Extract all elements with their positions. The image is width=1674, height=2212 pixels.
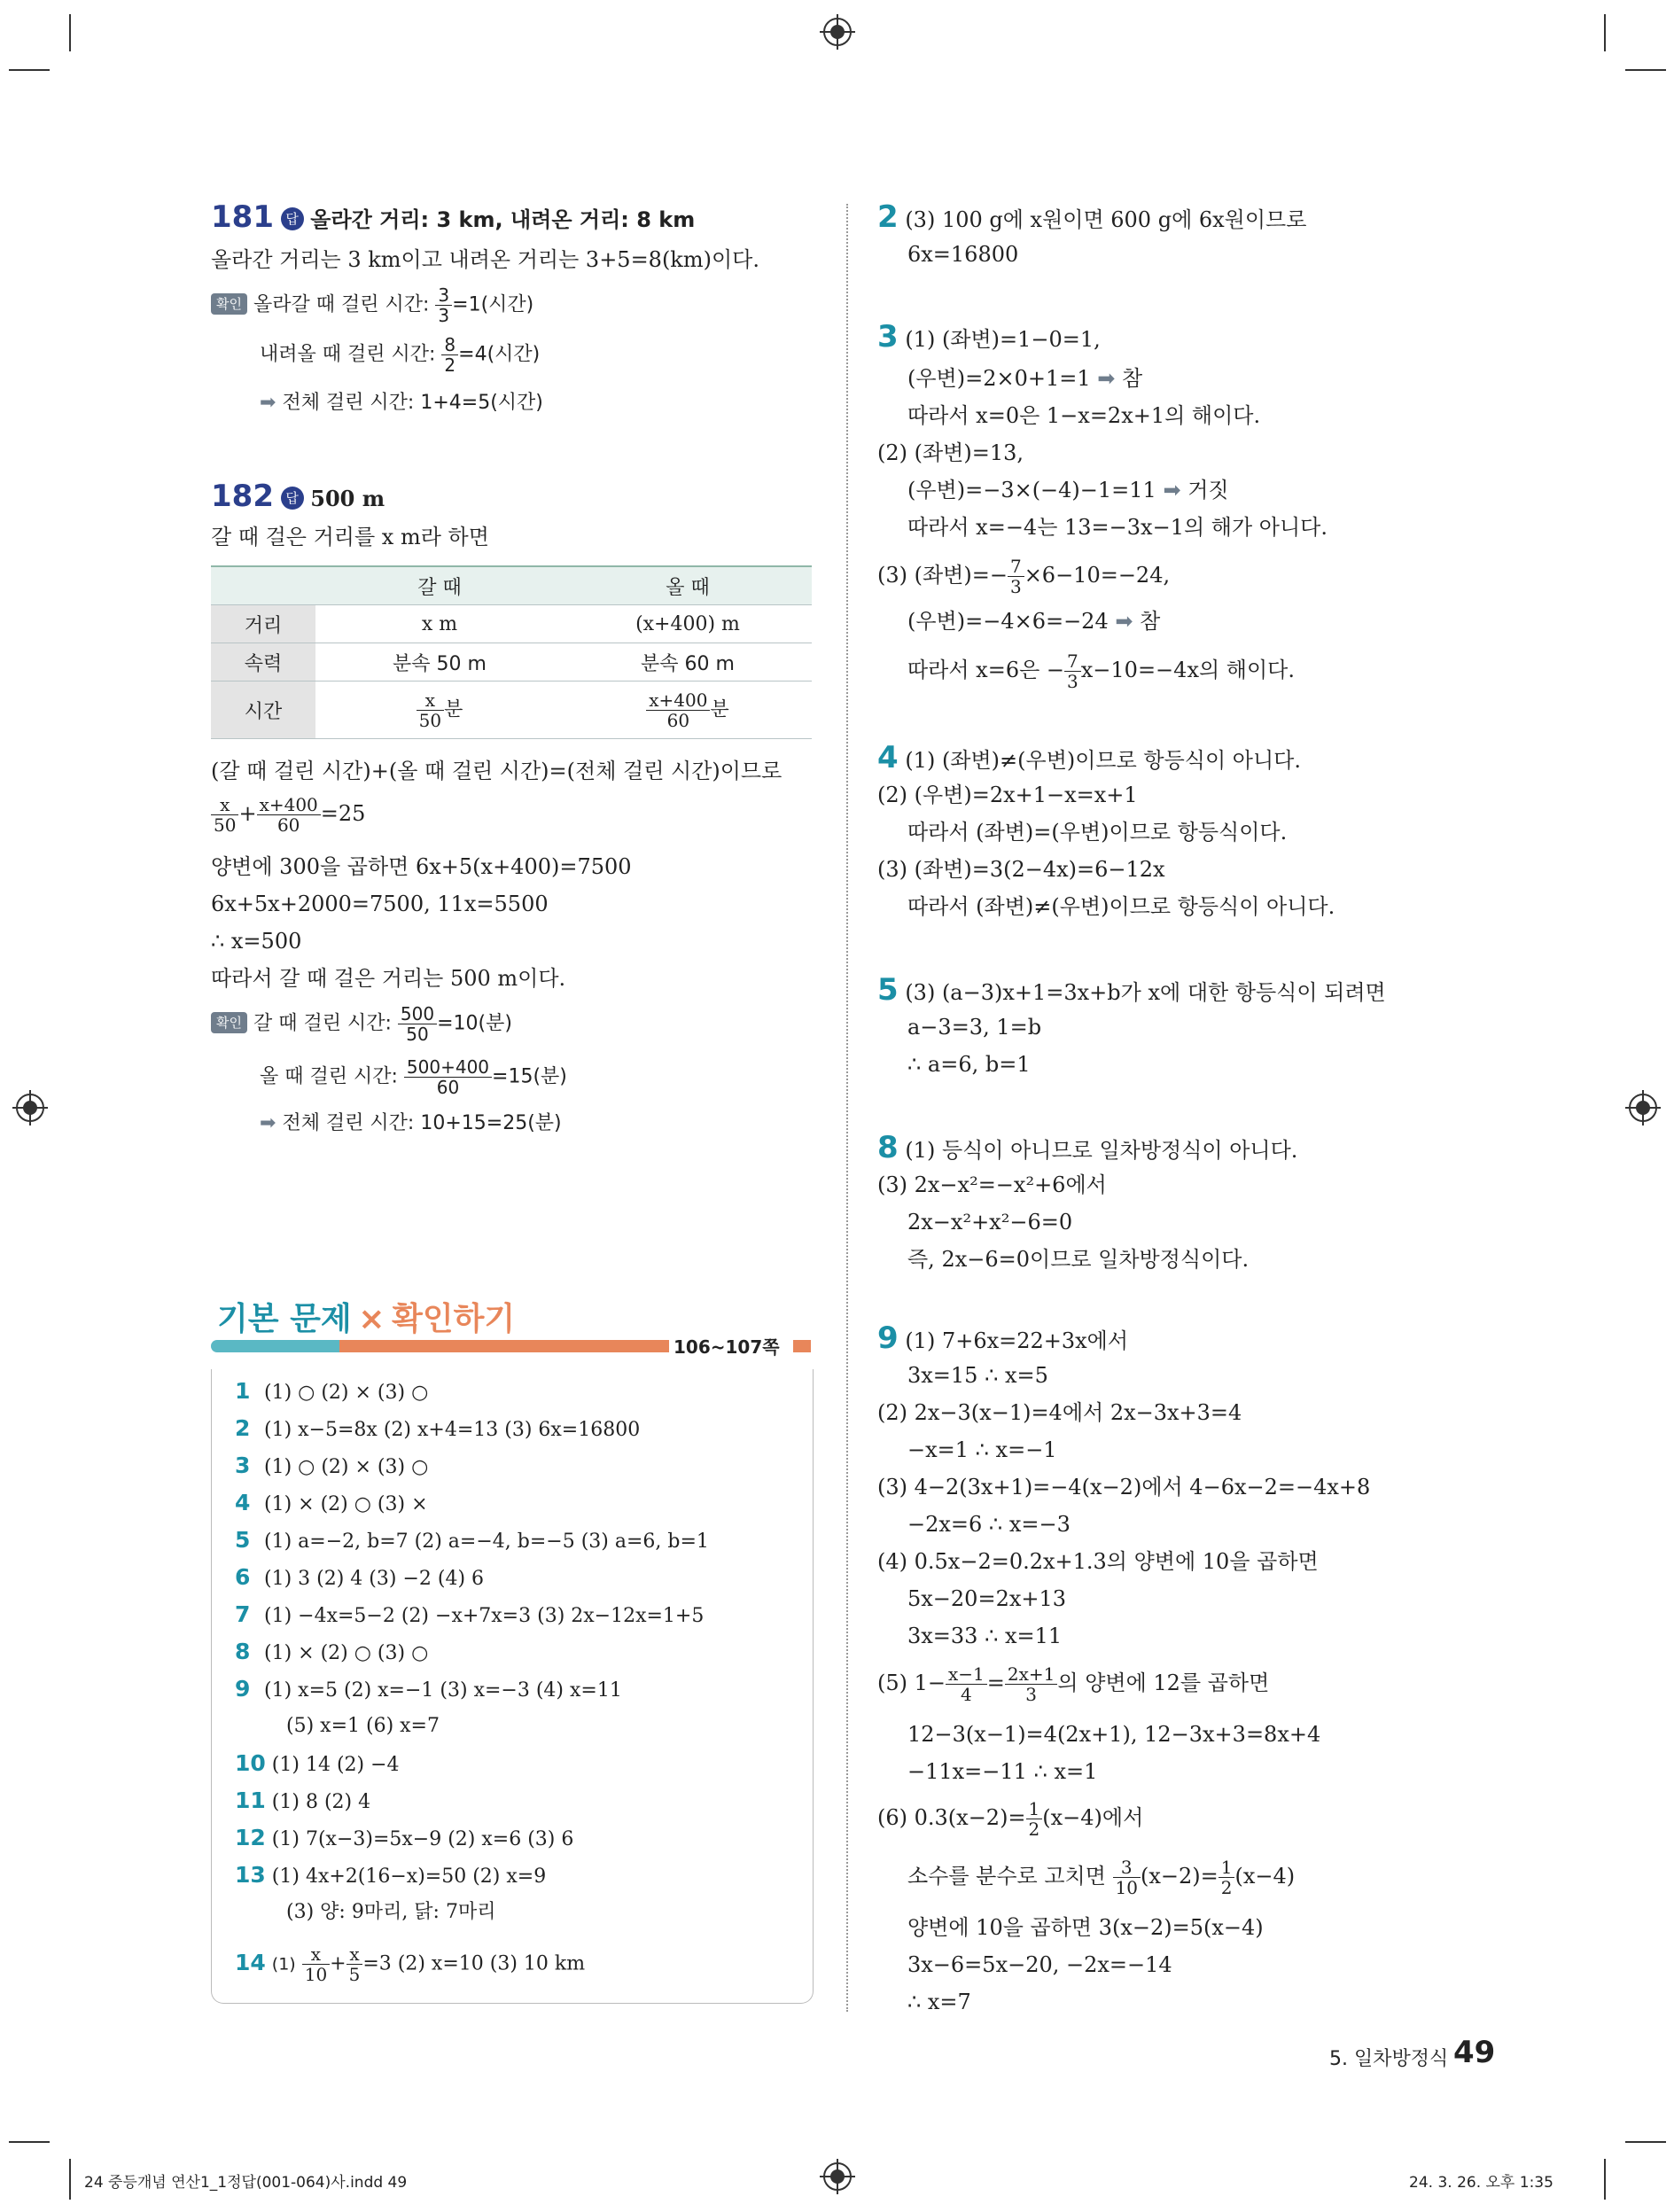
answer-row: [235, 1676, 622, 1704]
solution-line: 갈 때 걸은 거리를 x m라 하면: [211, 525, 489, 549]
arrow-right-icon: ➡: [1097, 366, 1116, 391]
crop-mark: [1625, 69, 1666, 71]
arrow-right-icon: ➡: [260, 392, 276, 414]
page-number: 49: [1453, 2035, 1496, 2070]
answer-row: [235, 1788, 370, 1816]
registration-mark-icon: [823, 18, 852, 46]
question-number: 8: [877, 1130, 899, 1165]
registration-mark-icon: [823, 2162, 852, 2191]
file-info: 24 중등개념 연산1_1정답(001-064)사.indd 49: [84, 2174, 408, 2192]
column-divider: [846, 204, 848, 2012]
answer-text: (1) × (2) ○ (3) ○: [264, 1642, 429, 1664]
title-bar-teal: [211, 1340, 339, 1352]
answer-number: 13: [235, 1862, 266, 1888]
answer-text: (1) a=−2, b=7 (2) a=−4, b=−5 (3) a=6, b=1: [264, 1530, 709, 1553]
answer-row: [235, 1415, 640, 1444]
registration-mark-icon: [1629, 1094, 1657, 1122]
answer-row: [235, 1453, 428, 1481]
answer-row: [257, 1713, 440, 1740]
question-number: 4: [877, 740, 899, 775]
answer-text: (1) ○ (2) × (3) ○: [264, 1382, 429, 1404]
answer-text: (1) −4x=5−2 (2) −x+7x=3 (3) 2x−12x=1+5: [264, 1605, 705, 1627]
crop-mark: [69, 14, 71, 51]
check-label: 확인: [211, 293, 247, 315]
crop-mark: [1604, 14, 1606, 51]
answer-number: 9: [235, 1676, 251, 1702]
problem-number: 182: [211, 479, 274, 514]
print-date: 24. 3. 26. 오후 1:35: [1409, 2174, 1553, 2192]
answer-row: [235, 1750, 400, 1779]
question-number: 3: [877, 319, 899, 354]
answer-row: [235, 1639, 428, 1667]
answer-row: [257, 1899, 495, 1926]
answer-text: (1) × (2) ○ (3) ×: [264, 1493, 428, 1515]
answer-text: 500 m: [310, 486, 385, 511]
cross-icon: ×: [358, 1301, 385, 1337]
fraction: $\frac{8}{2}$: [441, 335, 458, 375]
question-number: 5: [877, 972, 899, 1008]
answer-text: 올라간 거리: 3 km, 내려온 거리: 8 km: [310, 207, 696, 232]
crop-mark: [1625, 2141, 1666, 2143]
crop-mark: [1604, 2159, 1606, 2200]
answer-number: 11: [235, 1788, 266, 1813]
answer-badge: 답: [281, 207, 304, 230]
answer-number: 4: [235, 1490, 251, 1515]
answer-text: (5) x=1 (6) x=7: [286, 1715, 440, 1737]
answer-text: (1) x−5=8x (2) x+4=13 (3) 6x=16800: [264, 1419, 641, 1441]
answer-text: (1) 4x+2(16−x)=50 (2) x=9: [271, 1865, 547, 1888]
answer-number: 3: [235, 1453, 251, 1478]
page-range: 106~107쪽: [673, 1336, 780, 1358]
arrow-right-icon: ➡: [260, 1112, 276, 1134]
check-label: 확인: [211, 1012, 247, 1033]
answer-badge: 답: [281, 487, 304, 510]
answer-number: 5: [235, 1527, 251, 1553]
answer-number: 1: [235, 1378, 251, 1404]
answer-number: 8: [235, 1639, 251, 1664]
answer-row: [235, 1527, 709, 1555]
question-number: 9: [877, 1320, 899, 1356]
answer-text: (1) 3 (2) 4 (3) −2 (4) 6: [264, 1568, 485, 1590]
crop-mark: [69, 2159, 71, 2200]
answer-number: 6: [235, 1564, 251, 1590]
chapter-label: 5. 일차방정식: [1329, 2048, 1449, 2070]
answer-row: [235, 1862, 546, 1890]
answer-row: [235, 1378, 428, 1406]
answer-text: (3) 양: 9마리, 닭: 7마리: [286, 1901, 496, 1923]
answer-number: 10: [235, 1750, 266, 1776]
problem-number: 181: [211, 199, 274, 235]
arrow-right-icon: ➡: [1115, 609, 1133, 634]
arrow-right-icon: ➡: [1163, 478, 1181, 502]
answer-row: [235, 1490, 428, 1518]
title-bar-orange: [339, 1340, 669, 1352]
crop-mark: [9, 2141, 50, 2143]
answer-row: [235, 1601, 704, 1630]
registration-mark-icon: [16, 1094, 44, 1122]
box-title: 기본 문제 × 확인하기: [217, 1301, 516, 1337]
answer-row: [235, 1564, 484, 1593]
answer-number: 2: [235, 1415, 251, 1441]
answer-number: 7: [235, 1601, 251, 1627]
answer-14: 14 (1) $\frac{x}{10}$ + $\frac{x}{5}$ =3 (2) x=10 (3) 10 km: [235, 1943, 586, 1985]
speed-table: 갈 때 올 때 거리 x m (x+400) m 속력 분속 50 m 분속 60 m 시간 $\frac{x}{50}$ 분 $\frac{x+400}{60}$ 분: [211, 565, 812, 739]
answer-text: (1) x=5 (2) x=−1 (3) x=−3 (4) x=11: [264, 1679, 622, 1702]
solution-line: 올라간 거리는 3 km이고 내려온 거리는 3+5=8(km)이다.: [211, 247, 759, 272]
question-number: 2: [877, 199, 899, 235]
answer-row: [235, 1825, 573, 1853]
answer-number: 12: [235, 1825, 266, 1850]
fraction: $\frac{3}{3}$: [435, 285, 452, 325]
title-bar-orange-end: [793, 1340, 811, 1352]
answer-text: (1) ○ (2) × (3) ○: [264, 1456, 429, 1478]
answer-text: (1) 14 (2) −4: [271, 1754, 400, 1776]
answer-text: (1) 8 (2) 4: [271, 1791, 371, 1813]
crop-mark: [9, 69, 50, 71]
answer-text: (1) 7(x−3)=5x−9 (2) x=6 (3) 6: [271, 1828, 574, 1850]
